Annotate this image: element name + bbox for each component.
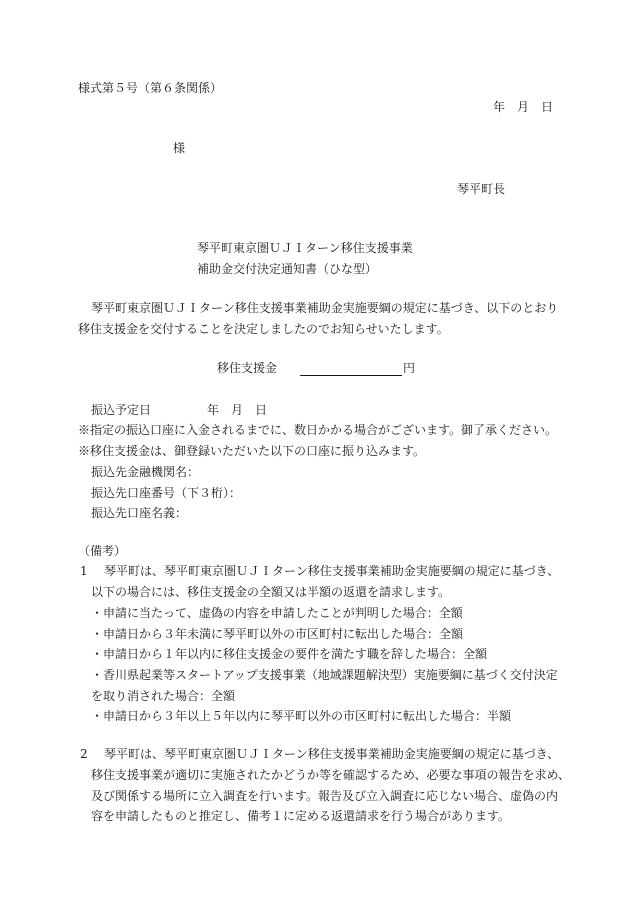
amount-blank-line — [300, 375, 402, 376]
remark-1-bullet: ・申請日から１年以内に移住支援金の要件を満たす職を辞した場合：全額 — [91, 647, 488, 661]
scheduled-date-label: 振込予定日 — [91, 403, 152, 417]
amount-unit: 円 — [403, 361, 416, 375]
recipient-suffix: 様 — [173, 141, 186, 155]
remark-1-bullet: ・申請に当たって、虚偽の内容を申請したことが判明した場合：全額 — [91, 606, 463, 620]
remark-1-line-2: 以下の場合には、移住支援金の全額又は半額の返還を請求します。 — [91, 585, 451, 599]
sender-name: 琴平町長 — [457, 182, 506, 196]
remarks-heading: （備考） — [78, 544, 127, 558]
remark-1-bullet: ・香川県起業等スタートアップ支援事業（地域課題解決型）実施要綱に基づく交付決定 — [91, 668, 558, 682]
transfer-note-1: ※指定の振込口座に入金されるまでに、数日かかる場合がございます。御了承ください。 — [78, 423, 558, 437]
bank-name-label: 振込先金融機関名： — [91, 465, 200, 479]
remark-2-number: 2 — [80, 747, 88, 761]
issue-date: 年 月 日 — [493, 100, 554, 114]
remark-1-number: 1 — [80, 564, 88, 578]
form-number: 様式第５号（第６条関係） — [78, 81, 223, 95]
remark-2-line-4: 容を申請したものと推定し、備考１に定める返還請求を行う場合があります。 — [91, 809, 511, 823]
remark-2-line-2: 移住支援事業が適切に実施されたかどうか等を確認するため、必要な事項の報告を求め、 — [91, 768, 571, 782]
title-line-2: 補助金交付決定通知書（ひな型） — [197, 262, 378, 276]
intro-line-1: 琴平町東京圏ＵＪＩターン移住支援事業補助金実施要綱の規定に基づき、以下のとおり — [91, 301, 559, 315]
remark-2-line-1: 琴平町は、琴平町東京圏ＵＪＩターン移住支援事業補助金実施要綱の規定に基づき、 — [104, 747, 560, 761]
title-line-1: 琴平町東京圏ＵＪＩターン移住支援事業 — [197, 241, 413, 255]
scheduled-date-value: 年 月 日 — [207, 403, 268, 417]
remark-2-line-3: 及び関係する場所に立入調査を行います。報告及び立入調査に応じない場合、虚偽の内 — [91, 789, 559, 803]
amount-label: 移住支援金 — [217, 361, 278, 375]
transfer-note-2: ※移住支援金は、御登録いただいた以下の口座に振り込みます。 — [78, 444, 426, 458]
account-holder-label: 振込先口座名義： — [91, 506, 188, 520]
remark-1-bullet-continuation: を取り消された場合：全額 — [91, 689, 236, 703]
remark-1-line-1: 琴平町は、琴平町東京圏ＵＪＩターン移住支援事業補助金実施要綱の規定に基づき、 — [104, 564, 560, 578]
remark-1-bullet: ・申請日から３年未満に琴平町以外の市区町村に転出した場合：全額 — [91, 627, 464, 641]
account-number-label: 振込先口座番号（下３桁）： — [91, 486, 242, 500]
remark-1-bullet: ・申請日から３年以上５年以内に琴平町以外の市区町村に転出した場合：半額 — [91, 709, 512, 723]
intro-line-2: 移住支援金を交付することを決定しましたのでお知らせいたします。 — [78, 322, 449, 336]
